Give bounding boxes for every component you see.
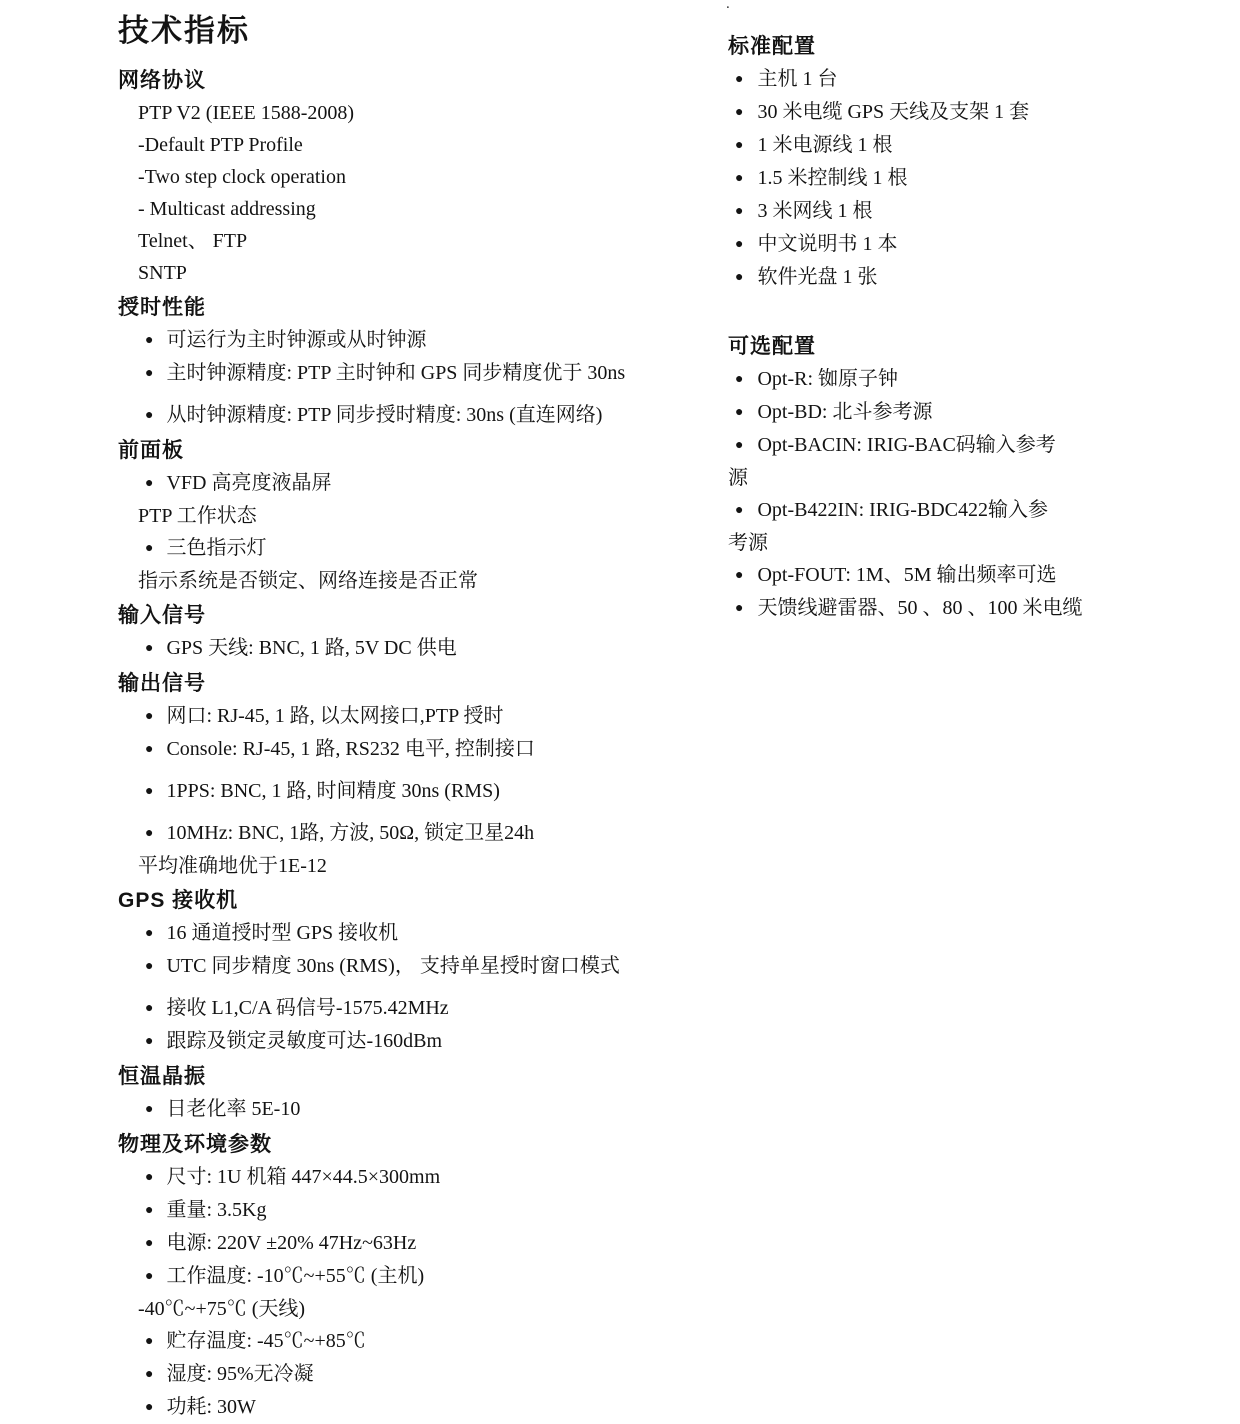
spec-item-text: -40℃~+75℃ (天线) xyxy=(138,1298,306,1320)
spec-item-text: 接收 L1,C/A 码信号-1575.42MHz xyxy=(166,997,449,1019)
spec-section xyxy=(118,667,683,882)
stray-dot-mark: . xyxy=(726,0,730,12)
spec-item-text: 30 米电缆 GPS 天线及支架 1 套 xyxy=(757,101,1030,123)
page-title: 技术指标 xyxy=(118,13,250,48)
bullet-icon: ● xyxy=(145,1400,154,1415)
spec-section xyxy=(118,1128,683,1424)
spec-item-text: UTC 同步精度 30ns (RMS)， 支持单星授时窗口模式 xyxy=(166,955,620,977)
section-heading: 可选配置 xyxy=(728,335,816,358)
bullet-icon: ● xyxy=(735,72,744,87)
spec-item-text: -Two step clock operation xyxy=(138,166,346,188)
left-column xyxy=(118,10,683,1424)
spec-item-text: 主时钟源精度: PTP 主时钟和 GPS 同步精度优于 30ns xyxy=(166,362,626,384)
spec-item-text: 重量: 3.5Kg xyxy=(166,1199,267,1221)
spec-item-text: - Multicast addressing xyxy=(138,198,316,220)
spec-item-text: 尺寸: 1U 机箱 447×44.5×300mm xyxy=(166,1166,441,1188)
bullet-icon: ● xyxy=(735,568,744,583)
bullet-icon: ● xyxy=(145,1203,154,1218)
spec-item-text: 软件光盘 1 张 xyxy=(757,266,878,288)
section-heading: 标准配置 xyxy=(728,35,816,58)
bullet-icon: ● xyxy=(145,641,154,656)
spec-item xyxy=(728,63,1130,96)
bullet-icon: ● xyxy=(735,204,744,219)
spec-section xyxy=(118,1060,683,1126)
spec-item xyxy=(118,733,683,766)
spec-item-text: -Default PTP Profile xyxy=(138,134,303,156)
spec-item xyxy=(118,1358,683,1391)
bullet-icon: ● xyxy=(735,503,744,518)
spec-item xyxy=(118,565,683,597)
spec-item xyxy=(118,632,683,665)
spec-item-text: Opt-FOUT: 1M、5M 输出频率可选 xyxy=(757,564,1057,586)
spec-item xyxy=(728,592,1130,625)
spec-item-text: Opt-BACIN: IRIG-BAC码输入参考 xyxy=(757,434,1056,456)
bullet-icon: ● xyxy=(145,1001,154,1016)
spec-item-text: 1PPS: BNC, 1 路, 时间精度 30ns (RMS) xyxy=(166,780,500,802)
bullet-icon: ● xyxy=(145,1269,154,1284)
spec-item-text: 源 xyxy=(728,467,748,489)
spec-item xyxy=(118,161,683,193)
spec-item xyxy=(118,1161,683,1194)
bullet-icon: ● xyxy=(735,171,744,186)
spec-item-text: 16 通道授时型 GPS 接收机 xyxy=(166,922,399,944)
spec-item xyxy=(728,494,1130,559)
bullet-icon: ● xyxy=(145,1034,154,1049)
spec-item-text: 10MHz: BNC, 1路, 方波, 50Ω, 锁定卫星24h xyxy=(166,822,535,844)
spec-item xyxy=(118,1025,683,1058)
bullet-icon: ● xyxy=(145,541,154,556)
spec-item xyxy=(118,324,683,357)
spec-item-text: 从时钟源精度: PTP 同步授时精度: 30ns (直连网络) xyxy=(166,404,603,426)
spec-section xyxy=(118,64,683,289)
spec-item xyxy=(118,917,683,950)
spec-item-text: 工作温度: -10℃~+55℃ (主机) xyxy=(166,1265,425,1287)
bullet-icon: ● xyxy=(145,784,154,799)
spec-item xyxy=(118,97,683,129)
spec-item-text: Opt-B422IN: IRIG-BDC422输入参 xyxy=(757,499,1049,521)
spec-item xyxy=(118,1227,683,1260)
spec-section xyxy=(728,330,1130,625)
spec-item xyxy=(728,129,1130,162)
spec-item-text: Console: RJ-45, 1 路, RS232 电平, 控制接口 xyxy=(166,738,535,760)
spec-item xyxy=(728,363,1130,396)
spec-item xyxy=(118,399,683,432)
spec-section xyxy=(118,884,683,1058)
spec-section xyxy=(118,434,683,597)
bullet-icon: ● xyxy=(735,270,744,285)
spec-item-text: 电源: 220V ±20% 47Hz~63Hz xyxy=(166,1232,417,1254)
bullet-icon: ● xyxy=(735,601,744,616)
section-heading: 授时性能 xyxy=(118,296,206,319)
bullet-icon: ● xyxy=(145,926,154,941)
spec-item xyxy=(118,467,683,500)
spec-item-text: 考源 xyxy=(728,532,768,554)
spec-item-text: 贮存温度: -45℃~+85℃ xyxy=(166,1330,366,1352)
spec-item xyxy=(118,1325,683,1358)
spec-item-text: VFD 高亮度液晶屏 xyxy=(166,472,332,494)
spec-item-text: 跟踪及锁定灵敏度可达-160dBm xyxy=(166,1030,443,1052)
spec-item xyxy=(728,162,1130,195)
section-heading: 网络协议 xyxy=(118,69,206,92)
bullet-icon: ● xyxy=(145,1367,154,1382)
section-heading: 前面板 xyxy=(118,439,184,462)
spec-item xyxy=(728,195,1130,228)
spec-item-text: 平均准确地优于1E-12 xyxy=(138,855,327,877)
bullet-icon: ● xyxy=(145,1170,154,1185)
bullet-icon: ● xyxy=(145,476,154,491)
spec-item xyxy=(118,1093,683,1126)
spec-item xyxy=(118,193,683,225)
right-column xyxy=(728,28,1130,625)
spec-item xyxy=(118,992,683,1025)
bullet-icon: ● xyxy=(735,138,744,153)
spec-section xyxy=(118,291,683,432)
spec-item-text: 中文说明书 1 本 xyxy=(757,233,898,255)
spec-item-text: 功耗: 30W xyxy=(166,1396,256,1418)
bullet-icon: ● xyxy=(735,438,744,453)
spec-item xyxy=(118,817,683,850)
spec-item xyxy=(728,261,1130,294)
section-heading: GPS 接收机 xyxy=(118,889,239,912)
spec-item-text: 网口: RJ-45, 1 路, 以太网接口,PTP 授时 xyxy=(166,705,504,727)
spec-item xyxy=(728,559,1130,592)
spec-section xyxy=(118,599,683,665)
section-heading: 输出信号 xyxy=(118,672,206,695)
spec-item xyxy=(118,532,683,565)
spec-item xyxy=(118,1260,683,1293)
spec-item-text: Opt-BD: 北斗参考源 xyxy=(757,401,933,423)
spec-item-text: 1 米电源线 1 根 xyxy=(757,134,893,156)
spec-item xyxy=(118,1391,683,1424)
spec-item xyxy=(728,228,1130,261)
spec-item-text: 可运行为主时钟源或从时钟源 xyxy=(166,329,427,351)
bullet-icon: ● xyxy=(735,105,744,120)
spec-item xyxy=(118,500,683,532)
section-heading: 恒温晶振 xyxy=(118,1065,206,1088)
spec-item xyxy=(728,429,1130,494)
spec-item-text: 指示系统是否锁定、网络连接是否正常 xyxy=(138,570,478,592)
spec-section xyxy=(728,30,1130,294)
bullet-icon: ● xyxy=(145,1102,154,1117)
bullet-icon: ● xyxy=(145,408,154,423)
spec-item xyxy=(118,850,683,882)
spec-item-text: 日老化率 5E-10 xyxy=(166,1098,301,1120)
bullet-icon: ● xyxy=(735,372,744,387)
bullet-icon: ● xyxy=(145,826,154,841)
spec-item-text: PTP 工作状态 xyxy=(138,505,257,527)
spec-item-text: PTP V2 (IEEE 1588-2008) xyxy=(138,102,355,124)
spec-item xyxy=(118,1293,683,1325)
bullet-icon: ● xyxy=(735,405,744,420)
spec-item-text: 1.5 米控制线 1 根 xyxy=(757,167,908,189)
spec-item xyxy=(118,775,683,808)
section-heading: 输入信号 xyxy=(118,604,206,627)
section-heading: 物理及环境参数 xyxy=(118,1133,272,1156)
spec-item xyxy=(118,129,683,161)
spec-item xyxy=(118,700,683,733)
spec-item-text: 天馈线避雷器、50 、80 、100 米电缆 xyxy=(757,597,1083,619)
spec-item xyxy=(118,357,683,390)
bullet-icon: ● xyxy=(145,366,154,381)
spec-item-text: Opt-R: 铷原子钟 xyxy=(757,368,899,390)
spec-item xyxy=(118,950,683,983)
spec-item xyxy=(728,396,1130,429)
bullet-icon: ● xyxy=(145,333,154,348)
spec-item xyxy=(728,96,1130,129)
bullet-icon: ● xyxy=(735,237,744,252)
spec-item-text: 3 米网线 1 根 xyxy=(757,200,873,222)
spec-item-text: 三色指示灯 xyxy=(166,537,267,559)
spec-item-text: 湿度: 95%无冷凝 xyxy=(166,1363,314,1385)
bullet-icon: ● xyxy=(145,1236,154,1251)
spec-item-text: SNTP xyxy=(138,262,187,284)
bullet-icon: ● xyxy=(145,1334,154,1349)
spec-item xyxy=(118,1194,683,1227)
spec-item xyxy=(118,257,683,289)
spec-item-text: Telnet、 FTP xyxy=(138,230,248,252)
bullet-icon: ● xyxy=(145,959,154,974)
spec-item-text: GPS 天线: BNC, 1 路, 5V DC 供电 xyxy=(166,637,457,659)
bullet-icon: ● xyxy=(145,709,154,724)
spec-item-text: 主机 1 台 xyxy=(757,68,838,90)
spec-item xyxy=(118,225,683,257)
bullet-icon: ● xyxy=(145,742,154,757)
